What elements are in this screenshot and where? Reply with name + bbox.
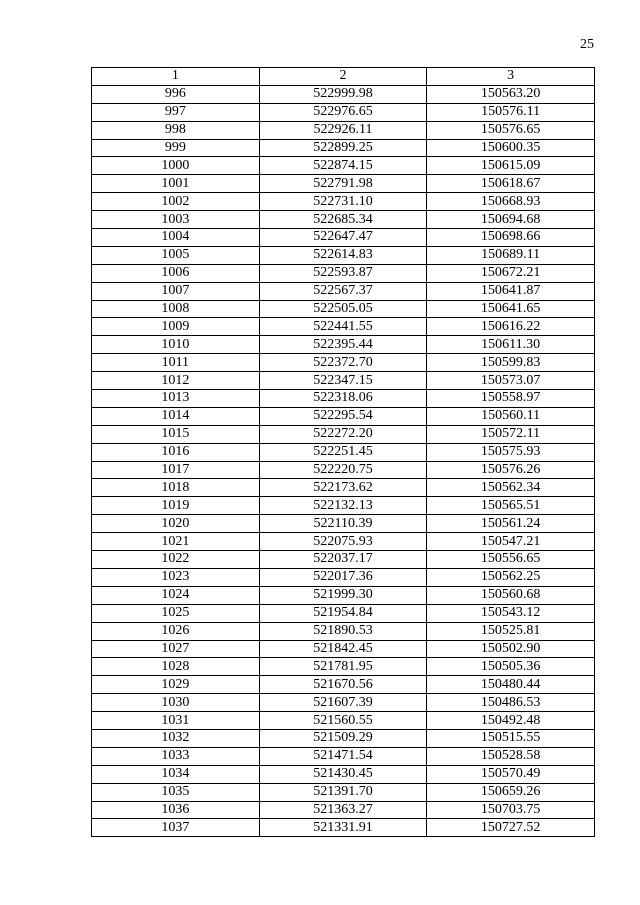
- y-coordinate-cell: 150672.21: [427, 264, 595, 282]
- x-coordinate-cell: 521607.39: [259, 694, 427, 712]
- point-number-cell: 998: [92, 121, 260, 139]
- table-row: [92, 246, 595, 264]
- point-number-cell: 1020: [92, 515, 260, 533]
- x-coordinate-cell: 522017.36: [259, 568, 427, 586]
- point-number-cell: 1034: [92, 765, 260, 783]
- point-number-cell: 1004: [92, 229, 260, 247]
- point-number-cell: 1015: [92, 425, 260, 443]
- y-coordinate-cell: 150515.55: [427, 729, 595, 747]
- x-coordinate-cell: 521670.56: [259, 676, 427, 694]
- table-row: [92, 121, 595, 139]
- y-coordinate-cell: 150703.75: [427, 801, 595, 819]
- x-coordinate-cell: 521781.95: [259, 658, 427, 676]
- x-coordinate-cell: 521363.27: [259, 801, 427, 819]
- point-number-cell: 1029: [92, 676, 260, 694]
- table-row: [92, 175, 595, 193]
- table-row: [92, 229, 595, 247]
- point-number-cell: 1000: [92, 157, 260, 175]
- point-number-cell: 1035: [92, 783, 260, 801]
- table-row: [92, 533, 595, 551]
- table-row: [92, 622, 595, 640]
- y-coordinate-cell: 150556.65: [427, 551, 595, 569]
- x-coordinate-cell: 522685.34: [259, 211, 427, 229]
- x-coordinate-cell: 522173.62: [259, 479, 427, 497]
- y-coordinate-cell: 150573.07: [427, 372, 595, 390]
- y-coordinate-cell: 150558.97: [427, 390, 595, 408]
- x-coordinate-cell: 522132.13: [259, 497, 427, 515]
- x-coordinate-cell: 522614.83: [259, 246, 427, 264]
- point-number-cell: 1031: [92, 712, 260, 730]
- y-coordinate-cell: 150615.09: [427, 157, 595, 175]
- y-coordinate-cell: 150560.11: [427, 407, 595, 425]
- x-coordinate-cell: 522075.93: [259, 533, 427, 551]
- point-number-cell: 1022: [92, 551, 260, 569]
- x-coordinate-cell: 521509.29: [259, 729, 427, 747]
- y-coordinate-cell: 150618.67: [427, 175, 595, 193]
- x-coordinate-cell: 522505.05: [259, 300, 427, 318]
- point-number-cell: 1033: [92, 747, 260, 765]
- y-coordinate-cell: 150562.25: [427, 568, 595, 586]
- x-coordinate-cell: 522110.39: [259, 515, 427, 533]
- y-coordinate-cell: 150600.35: [427, 139, 595, 157]
- x-coordinate-cell: 521999.30: [259, 586, 427, 604]
- table-row: [92, 568, 595, 586]
- x-coordinate-cell: 522220.75: [259, 461, 427, 479]
- y-coordinate-cell: 150641.87: [427, 282, 595, 300]
- y-coordinate-cell: 150611.30: [427, 336, 595, 354]
- column-header-2: 2: [259, 68, 427, 86]
- x-coordinate-cell: 521471.54: [259, 747, 427, 765]
- y-coordinate-cell: 150576.26: [427, 461, 595, 479]
- table-row: [92, 694, 595, 712]
- y-coordinate-cell: 150480.44: [427, 676, 595, 694]
- point-number-cell: 1036: [92, 801, 260, 819]
- table-row: [92, 354, 595, 372]
- table-row: [92, 157, 595, 175]
- y-coordinate-cell: 150576.11: [427, 103, 595, 121]
- y-coordinate-cell: 150486.53: [427, 694, 595, 712]
- x-coordinate-cell: 521842.45: [259, 640, 427, 658]
- y-coordinate-cell: 150563.20: [427, 85, 595, 103]
- table-row: [92, 640, 595, 658]
- y-coordinate-cell: 150492.48: [427, 712, 595, 730]
- x-coordinate-cell: 522567.37: [259, 282, 427, 300]
- y-coordinate-cell: 150576.65: [427, 121, 595, 139]
- table-row: [92, 264, 595, 282]
- x-coordinate-cell: 522295.54: [259, 407, 427, 425]
- x-coordinate-cell: 522999.98: [259, 85, 427, 103]
- y-coordinate-cell: 150694.68: [427, 211, 595, 229]
- point-number-cell: 1032: [92, 729, 260, 747]
- point-number-cell: 1025: [92, 604, 260, 622]
- x-coordinate-cell: 522647.47: [259, 229, 427, 247]
- table-row: [92, 604, 595, 622]
- x-coordinate-cell: 522318.06: [259, 390, 427, 408]
- point-number-cell: 1012: [92, 372, 260, 390]
- y-coordinate-cell: 150565.51: [427, 497, 595, 515]
- column-header-1: 1: [92, 68, 260, 86]
- x-coordinate-cell: 521430.45: [259, 765, 427, 783]
- table-row: [92, 336, 595, 354]
- table-row: [92, 819, 595, 837]
- point-number-cell: 1007: [92, 282, 260, 300]
- point-number-cell: 999: [92, 139, 260, 157]
- x-coordinate-cell: 522874.15: [259, 157, 427, 175]
- y-coordinate-cell: 150698.66: [427, 229, 595, 247]
- table-row: [92, 211, 595, 229]
- point-number-cell: 1023: [92, 568, 260, 586]
- table-row: [92, 282, 595, 300]
- table-row: [92, 85, 595, 103]
- table-row: [92, 747, 595, 765]
- y-coordinate-cell: 150561.24: [427, 515, 595, 533]
- y-coordinate-cell: 150599.83: [427, 354, 595, 372]
- y-coordinate-cell: 150562.34: [427, 479, 595, 497]
- y-coordinate-cell: 150570.49: [427, 765, 595, 783]
- point-number-cell: 1009: [92, 318, 260, 336]
- table-row: [92, 300, 595, 318]
- table-row: [92, 139, 595, 157]
- point-number-cell: 1028: [92, 658, 260, 676]
- point-number-cell: 1017: [92, 461, 260, 479]
- table-row: [92, 461, 595, 479]
- point-number-cell: 1013: [92, 390, 260, 408]
- y-coordinate-cell: 150668.93: [427, 193, 595, 211]
- table-row: [92, 193, 595, 211]
- point-number-cell: 997: [92, 103, 260, 121]
- point-number-cell: 1037: [92, 819, 260, 837]
- y-coordinate-cell: 150616.22: [427, 318, 595, 336]
- y-coordinate-cell: 150528.58: [427, 747, 595, 765]
- table-body: [92, 85, 595, 836]
- point-number-cell: 1019: [92, 497, 260, 515]
- point-number-cell: 1001: [92, 175, 260, 193]
- x-coordinate-cell: 521391.70: [259, 783, 427, 801]
- point-number-cell: 1027: [92, 640, 260, 658]
- table-header-row: [92, 68, 595, 86]
- point-number-cell: 1005: [92, 246, 260, 264]
- y-coordinate-cell: 150641.65: [427, 300, 595, 318]
- column-header-3: 3: [427, 68, 595, 86]
- table-row: [92, 515, 595, 533]
- point-number-cell: 1003: [92, 211, 260, 229]
- table-row: [92, 783, 595, 801]
- x-coordinate-cell: 522395.44: [259, 336, 427, 354]
- table-row: [92, 443, 595, 461]
- coordinates-table: [91, 67, 595, 837]
- point-number-cell: 1006: [92, 264, 260, 282]
- table-row: [92, 801, 595, 819]
- x-coordinate-cell: 522272.20: [259, 425, 427, 443]
- x-coordinate-cell: 521890.53: [259, 622, 427, 640]
- point-number-cell: 1021: [92, 533, 260, 551]
- point-number-cell: 1018: [92, 479, 260, 497]
- x-coordinate-cell: 521331.91: [259, 819, 427, 837]
- x-coordinate-cell: 522441.55: [259, 318, 427, 336]
- y-coordinate-cell: 150543.12: [427, 604, 595, 622]
- x-coordinate-cell: 522899.25: [259, 139, 427, 157]
- x-coordinate-cell: 522372.70: [259, 354, 427, 372]
- y-coordinate-cell: 150659.26: [427, 783, 595, 801]
- point-number-cell: 1024: [92, 586, 260, 604]
- x-coordinate-cell: 522926.11: [259, 121, 427, 139]
- y-coordinate-cell: 150502.90: [427, 640, 595, 658]
- table-row: [92, 658, 595, 676]
- table-row: [92, 551, 595, 569]
- page-number: 25: [580, 37, 594, 52]
- table-row: [92, 676, 595, 694]
- point-number-cell: 1011: [92, 354, 260, 372]
- x-coordinate-cell: 522037.17: [259, 551, 427, 569]
- x-coordinate-cell: 521954.84: [259, 604, 427, 622]
- table-row: [92, 372, 595, 390]
- y-coordinate-cell: 150575.93: [427, 443, 595, 461]
- x-coordinate-cell: 522593.87: [259, 264, 427, 282]
- table-row: [92, 318, 595, 336]
- x-coordinate-cell: 522976.65: [259, 103, 427, 121]
- table-row: [92, 586, 595, 604]
- x-coordinate-cell: 522347.15: [259, 372, 427, 390]
- x-coordinate-cell: 522791.98: [259, 175, 427, 193]
- y-coordinate-cell: 150547.21: [427, 533, 595, 551]
- table-row: [92, 712, 595, 730]
- point-number-cell: 1014: [92, 407, 260, 425]
- x-coordinate-cell: 522251.45: [259, 443, 427, 461]
- x-coordinate-cell: 522731.10: [259, 193, 427, 211]
- y-coordinate-cell: 150727.52: [427, 819, 595, 837]
- table-row: [92, 479, 595, 497]
- y-coordinate-cell: 150689.11: [427, 246, 595, 264]
- y-coordinate-cell: 150525.81: [427, 622, 595, 640]
- y-coordinate-cell: 150560.68: [427, 586, 595, 604]
- point-number-cell: 996: [92, 85, 260, 103]
- point-number-cell: 1026: [92, 622, 260, 640]
- point-number-cell: 1030: [92, 694, 260, 712]
- table-row: [92, 729, 595, 747]
- table-row: [92, 390, 595, 408]
- y-coordinate-cell: 150505.36: [427, 658, 595, 676]
- x-coordinate-cell: 521560.55: [259, 712, 427, 730]
- point-number-cell: 1002: [92, 193, 260, 211]
- point-number-cell: 1016: [92, 443, 260, 461]
- table-row: [92, 103, 595, 121]
- table-row: [92, 425, 595, 443]
- table-row: [92, 407, 595, 425]
- table-row: [92, 765, 595, 783]
- y-coordinate-cell: 150572.11: [427, 425, 595, 443]
- point-number-cell: 1008: [92, 300, 260, 318]
- table-row: [92, 497, 595, 515]
- point-number-cell: 1010: [92, 336, 260, 354]
